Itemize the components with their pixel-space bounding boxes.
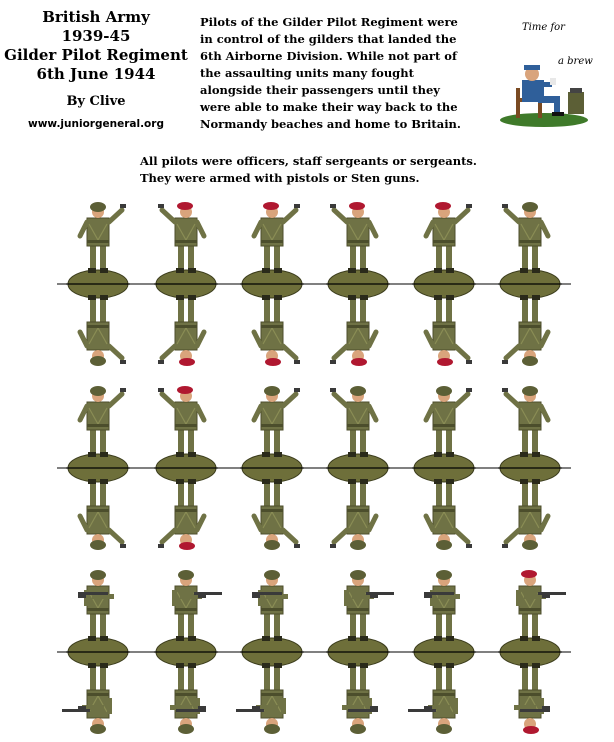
figure-pistol-row-2-2	[154, 386, 218, 550]
figure-pistol-row-1-6	[498, 202, 562, 366]
title-line-4: 6th June 1944	[36, 65, 156, 83]
description-line: the assaulting units many fought	[200, 66, 414, 80]
description-line: 6th Airborne Division. While not part of	[200, 49, 457, 63]
notes-line: All pilots were officers, staff sergeants or sergeants.	[140, 154, 477, 168]
website-link[interactable]: www.juniorgeneral.org	[28, 118, 164, 130]
figure-sten-row-4	[326, 570, 394, 734]
figure-pistol-row-2-5	[412, 386, 476, 550]
title-line-2: 1939-45	[61, 27, 131, 45]
figure-pistol-row-2-4	[326, 386, 390, 550]
title-line-1: British Army	[42, 8, 150, 26]
figure-pistol-row-1-2	[154, 202, 218, 366]
figure-pistol-row-1-5	[412, 202, 476, 366]
description-line: Pilots of the Gilder Pilot Regiment were	[200, 15, 458, 29]
figure-sten-row-3	[236, 570, 304, 734]
description-line: Normandy beaches and home to Britain.	[200, 117, 461, 131]
description-line: in control of the gilders that landed the	[200, 32, 457, 46]
brew-text-2: a brew	[558, 56, 593, 67]
description-line: were able to make their way back to the	[200, 100, 458, 114]
title-line-3: Gilder Pilot Regiment	[4, 46, 188, 64]
notes-line: They were armed with pistols or Sten guns.	[140, 171, 420, 185]
author: By Clive	[66, 94, 126, 109]
figure-pistol-row-1-1	[66, 202, 130, 366]
brew-text-1: Time for	[522, 22, 565, 33]
figure-pistol-row-2-1	[66, 386, 130, 550]
figure-pistol-row-1-3	[240, 202, 304, 366]
figure-sten-row-6	[498, 570, 566, 734]
description-line: alongside their passengers until they	[200, 83, 440, 97]
figure-sten-row-2	[154, 570, 222, 734]
figure-sten-row-1	[62, 570, 130, 734]
figure-pistol-row-2-6	[498, 386, 562, 550]
figure-pistol-row-2-3	[240, 386, 304, 550]
figure-sten-row-5	[408, 570, 476, 734]
figure-pistol-row-1-4	[326, 202, 390, 366]
